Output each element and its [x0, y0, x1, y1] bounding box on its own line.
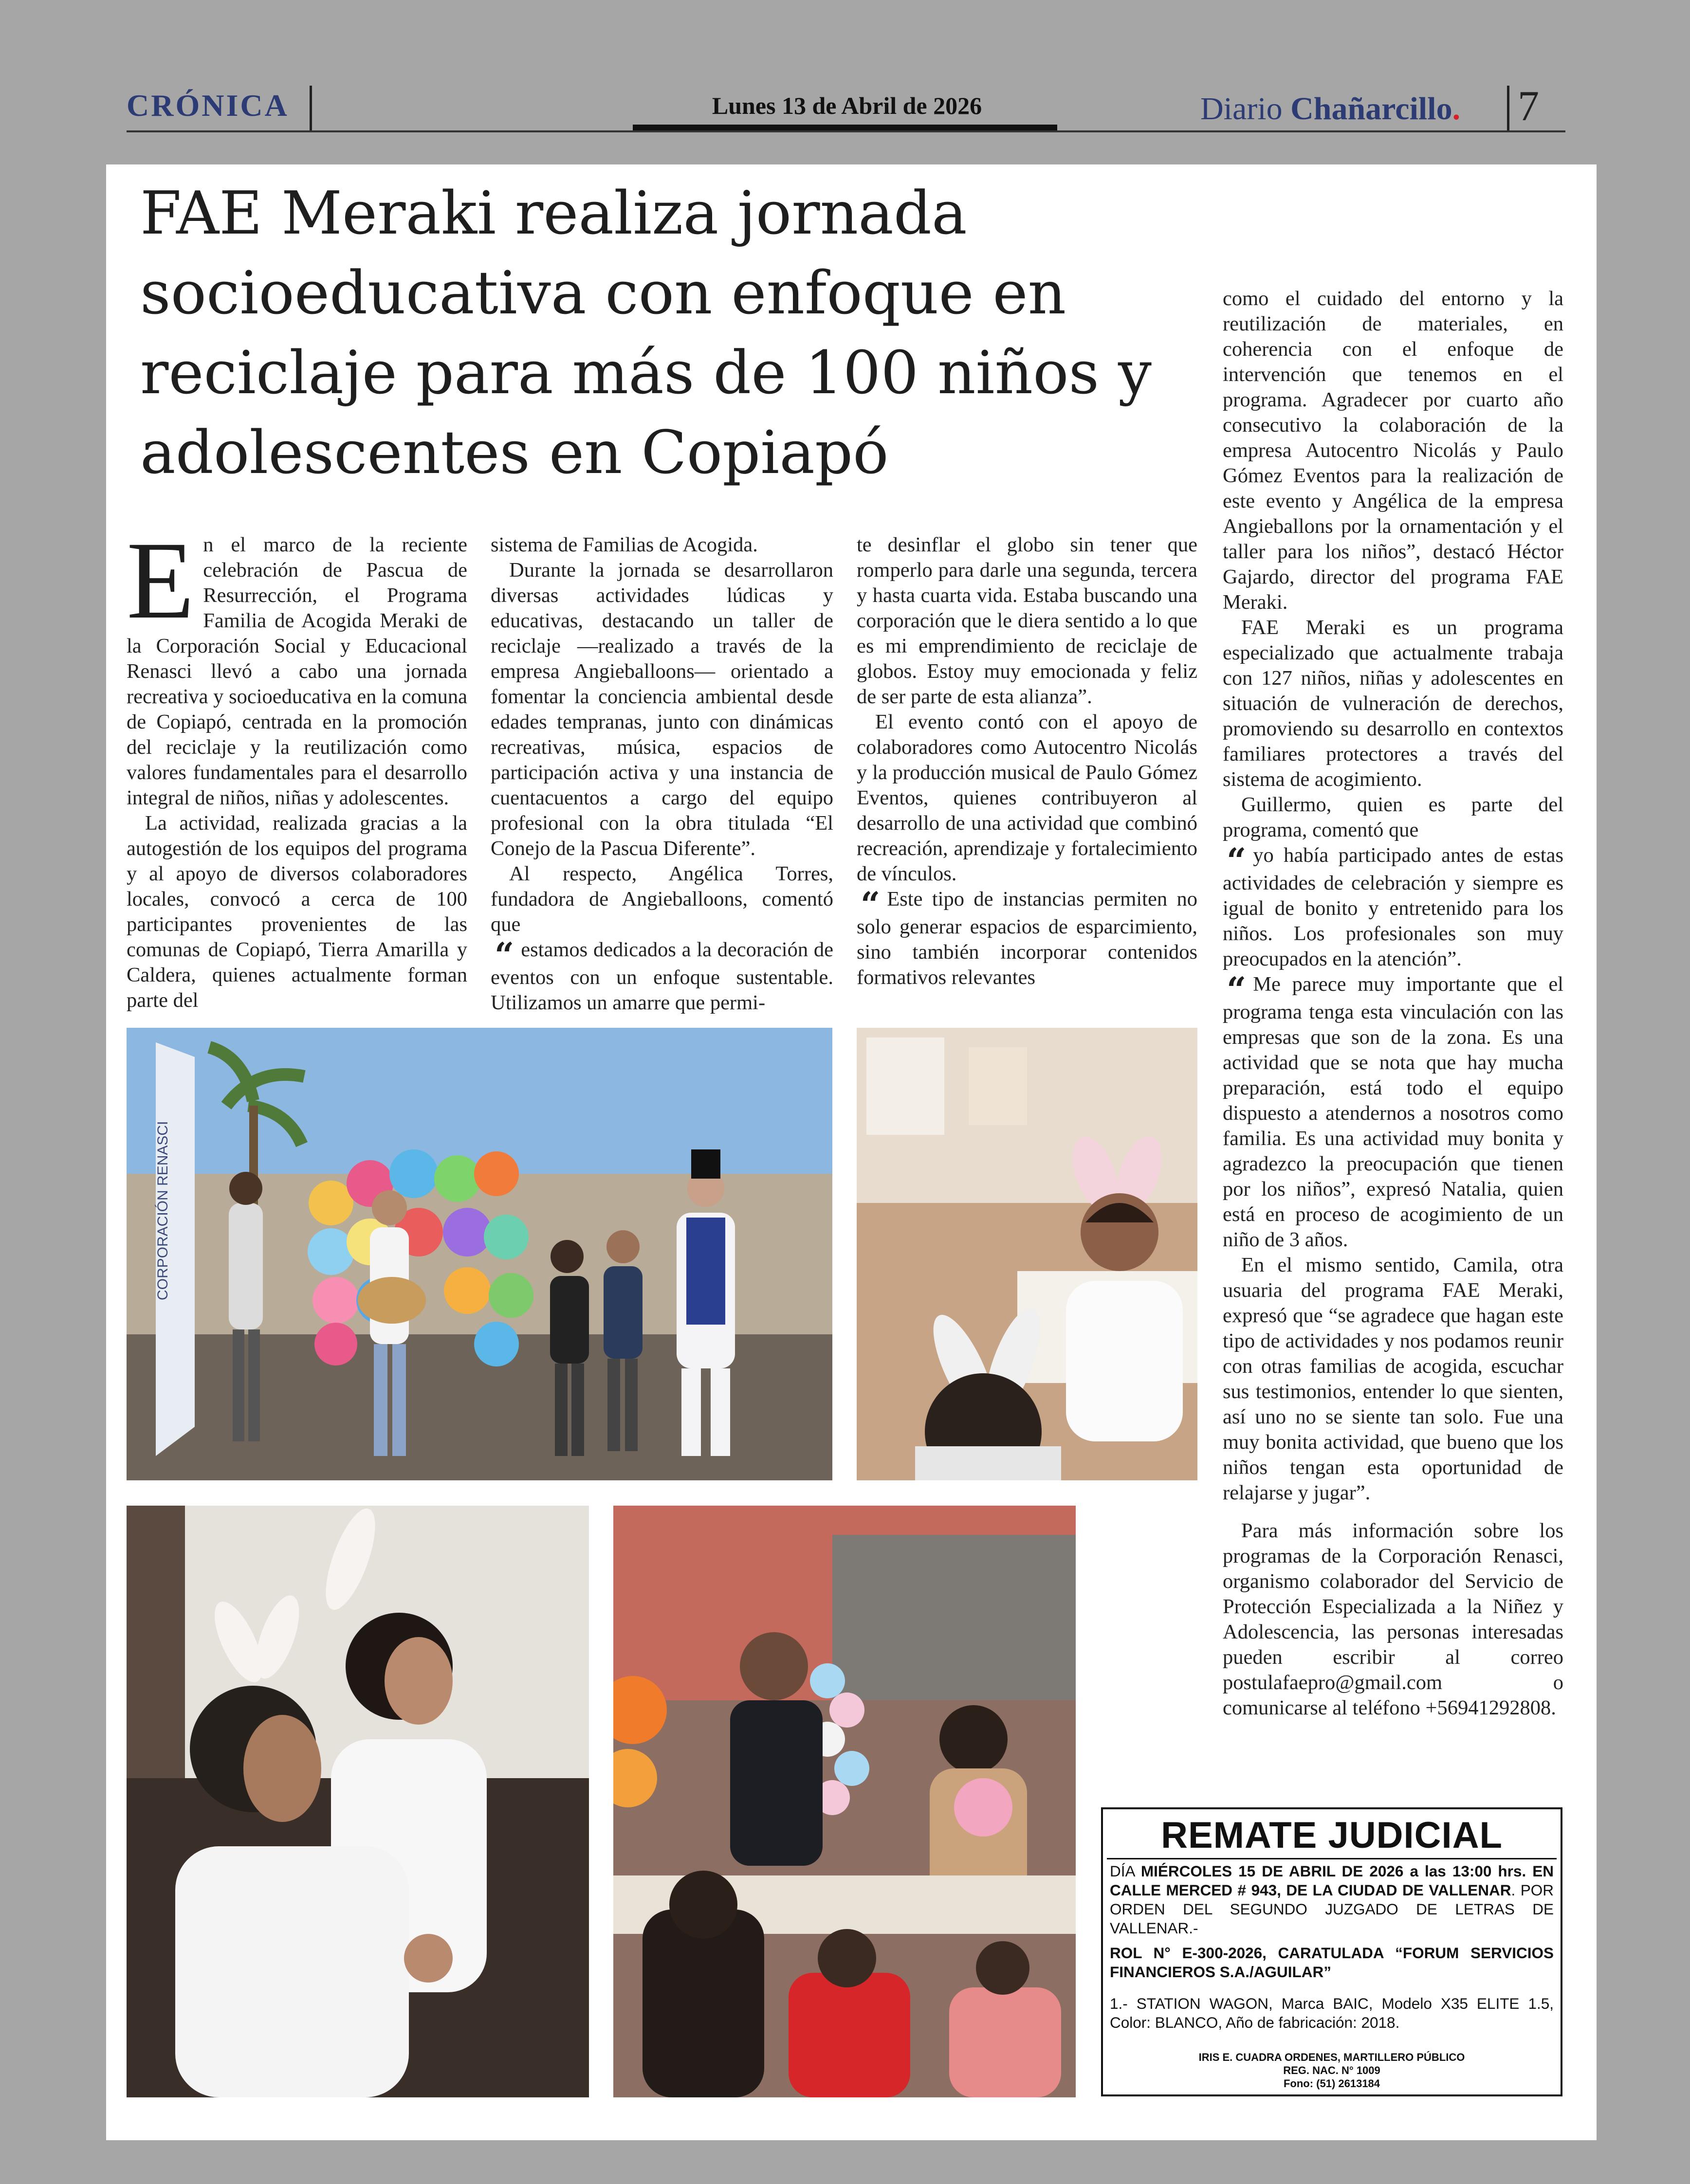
photo-illustration: [613, 1506, 1076, 2097]
header-rule: [127, 130, 1565, 132]
event-photo-women: [127, 1506, 589, 2097]
header-separator: [1507, 86, 1509, 130]
legal-notice-date: [1110, 1862, 1554, 1938]
quote-paragraph: [1223, 840, 1563, 972]
paragraph: La actividad, realizada gracias a la autogestión de los equipos del programa y al apoyo de diversos colaboradores locales, convocó a cerca de 100 participantes provenientes de las comunas de Copiapó, Tierra Amarilla y Caldera, quienes actualmente forman parte del: [127, 812, 467, 1012]
article-headline: FAE Meraki realiza jornada socioeducativa con enfoque en reciclaje para más de 100 niños y adolescentes en Copiapó: [140, 179, 1152, 487]
paragraph: En el mismo sentido, Camila, otra usuaria del programa FAE Meraki, expresó que “se agradece que hagan este tipo de actividades y nos podamos reunir con otras familias de acogida, escuchar sus testimonios, entender lo que sienten, así uno no se siente tan solo. Fue una muy bonita actividad, que bueno que los niños tengan esta oportunidad de relajarse y jugar”.: [1223, 1254, 1563, 1504]
auctioneer-phone: Fono: (51) 2613184: [1283, 2077, 1380, 2090]
notice-day-label: DÍA: [1110, 1862, 1135, 1880]
notice-court: . POR ORDEN DEL SEGUNDO JUZGADO DE LETRAS DE VALLENAR.-: [1110, 1881, 1554, 1937]
photo-illustration: [127, 1028, 832, 1480]
legal-notice-rol: ROL N° E-300-2026, CARATULADA “FORUM SERVICIOS FINANCIEROS S.A./AGUILAR”: [1110, 1944, 1554, 1981]
article-column-4: [1223, 286, 1563, 1721]
paragraph: como el cuidado del entorno y la reutilización de materiales, en coherencia con el enfoque de intervención que tenemos en el programa. Agradecer por cuarto año consecutivo la colaboración de la empresa Autocentro Nicolás y Paulo Gómez Eventos para la realización de este evento y Angélica de la empresa Angieballons por la ornamentación y el taller para los niños”, destacó Héctor Gajardo, director del programa FAE Meraki.: [1223, 287, 1563, 614]
quote-mark-icon: “: [1227, 840, 1247, 881]
notice-date-location: MIÉRCOLES 15 DE ABRIL DE 2026 a las 13:00 hrs. EN CALLE MERCED # 943, DE LA CIUDAD DE VALLENAR: [1110, 1862, 1554, 1899]
paragraph: El evento contó con el apoyo de colaboradores como Autocentro Nicolás y la producción musical de Paulo Gómez Eventos, quienes contribuyeron al desarrollo de una actividad que combinó recreación, aprendizaje y fortalecimiento de vínculos.: [857, 710, 1197, 885]
page-number: 7: [1518, 83, 1539, 130]
event-photo-face-paint: [857, 1028, 1197, 1480]
issue-date: Lunes 13 de Abril de 2026: [712, 92, 982, 119]
legal-notice-rule: [1107, 1858, 1557, 1859]
auctioneer-registry: REG. NAC. N° 1009: [1283, 2064, 1380, 2076]
quote-text: estamos dedicados a la decoración de eventos con un enfoque sustentable. Utilizamos un amarre que permi-: [491, 938, 833, 1014]
quote-mark-icon: “: [861, 884, 881, 925]
drop-cap: E: [127, 519, 195, 642]
newspaper-brand: [1200, 91, 1460, 127]
paragraph: te desinflar el globo sin tener que romperlo para darle una segunda, tercera y hasta cuarta vida. Estaba buscando una corporación que le diera sentido a lo que es mi emprendimiento de reciclaje de globos. Estoy muy emocionada y feliz de ser parte de esta alianza”.: [857, 533, 1197, 708]
paragraph: Guillermo, quien es parte del programa, comentó que: [1223, 793, 1563, 841]
legal-notice-item: 1.- STATION WAGON, Marca BAIC, Modelo X35 ELITE 1.5, Color: BLANCO, Año de fabricación: 2018.: [1110, 1995, 1554, 2031]
quote-text: yo había participado antes de estas actividades de celebración y siempre es igual de bonito y entretenido para los niños. Los profesionales son muy preocupados en la atención”.: [1223, 844, 1563, 970]
photo-illustration: [127, 1506, 589, 2097]
quote-paragraph: [1223, 969, 1563, 1253]
paragraph: Durante la jornada se desarrollaron diversas actividades lúdicas y educativas, destacando un taller de reciclaje —realizado a través de la empresa Angieballoons— orientado a fomentar la conciencia ambiental desde edades tempranas, junto con dinámicas recreativas, música, espacios de participación activa y una instancia de cuentacuentos a cargo del equipo profesional con la obra titulada “El Conejo de la Pascua Diferente”.: [491, 559, 833, 860]
event-photo-group: [127, 1028, 832, 1480]
legal-notice-box: [1101, 1807, 1562, 2096]
quote-mark-icon: “: [1227, 969, 1247, 1010]
event-photo-table: [613, 1506, 1076, 2097]
paragraph: n el marco de la reciente celebración de Pascua de Resurrección, el Programa Familia de Acogida Meraki de la Corporación Social y Educacional Renasci llevó a cabo una jornada recreativa y socioeducativa en la comuna de Copiapó, centrada en la promoción del reciclaje y la reutilización como valores fundamentales para el desarrollo integral de niños, niñas y adolescentes.: [127, 533, 467, 809]
quote-text: Este tipo de instancias permiten no solo generar espacios de esparcimiento, sino también incorporar contenidos formativos relevantes: [857, 888, 1197, 989]
banner-text: CORPORACIÓN RENASCI: [155, 1121, 171, 1300]
paragraph: Al respecto, Angélica Torres, fundadora de Angieballoons, comentó que: [491, 862, 833, 936]
quote-text: Me parece muy importante que el programa tenga esta vinculación con las empresas que son de la zona. Es una actividad que se nota que hay mucha preparación, está todo el equipo dispuesto a atendernos a nosotros como familia. Es una actividad muy bonita y agradezco la preocupación que tienen por los niños”, expresó Natalia, quien está en proceso de acogimiento de un niño de 3 años.: [1223, 973, 1563, 1251]
photo-illustration: [857, 1028, 1197, 1480]
section-label: CRÓNICA: [127, 88, 289, 123]
paragraph: sistema de Familias de Acogida.: [491, 533, 758, 556]
paragraph: FAE Meraki es un programa especializado que actualmente trabaja con 127 niños, niñas y adolescentes en situación de vulneración de derechos, promoviendo su desarrollo en contextos familiares protectores a través del sistema de acogimiento.: [1223, 616, 1563, 791]
article-column-2: [491, 532, 833, 1016]
header-separator: [310, 86, 312, 130]
quote-paragraph: [857, 884, 1197, 990]
legal-notice-footer: [1103, 2051, 1561, 2090]
auctioneer-name: IRIS E. CUADRA ORDENES, MARTILLERO PÚBLICO: [1198, 2051, 1465, 2063]
quote-paragraph: [491, 937, 833, 1016]
brand-dot: .: [1452, 91, 1461, 127]
quote-mark-icon: “: [495, 935, 514, 975]
article-column-3: [857, 532, 1197, 990]
brand-name: Chañarcillo: [1290, 91, 1452, 127]
article-column-1: [127, 519, 467, 1013]
legal-notice-title: REMATE JUDICIAL: [1161, 1815, 1503, 1856]
paragraph: Para más información sobre los programas de la Corporación Renasci, organismo colaborador del Servicio de Protección Especializada a la Niñez y Adolescencia, las personas interesadas pueden escribir al correo postulafaepro@gmail.com o comunicarse al teléfono +56941292808.: [1223, 1519, 1563, 1719]
date-bar: [633, 125, 1057, 130]
brand-prefix: Diario: [1200, 91, 1283, 127]
